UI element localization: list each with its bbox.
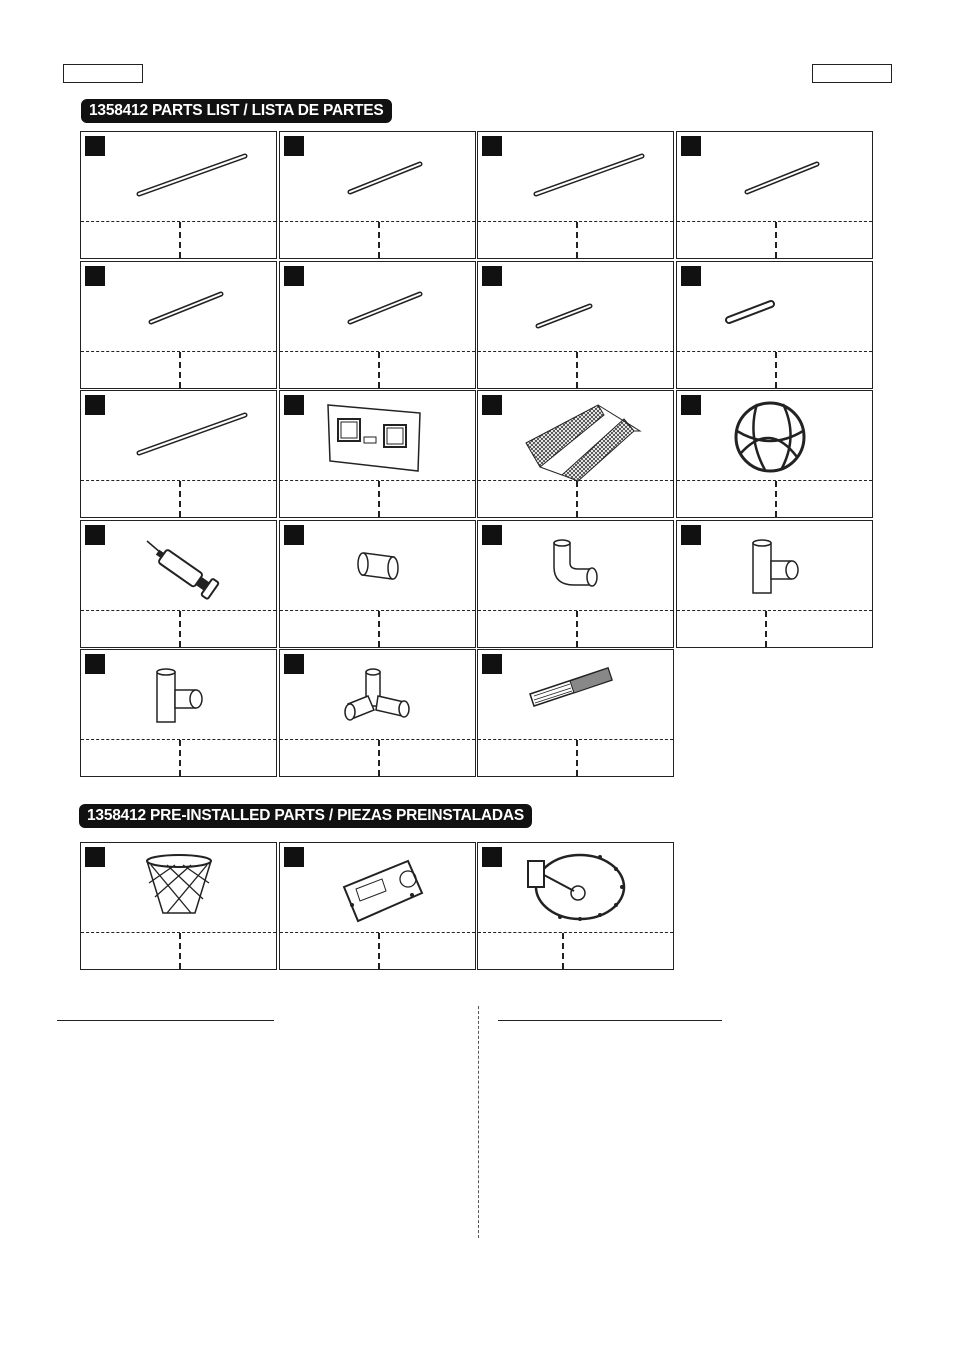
left-column-heading-rule: [57, 1020, 274, 1021]
part-cell: [80, 649, 277, 777]
part-info-row: [677, 351, 872, 388]
part-cell: [477, 390, 674, 518]
info-divider: [179, 740, 181, 776]
info-divider: [179, 611, 181, 647]
part-info-row: [677, 610, 872, 647]
part-cell: [676, 261, 873, 389]
velcro-strap-icon: [478, 650, 675, 742]
info-divider: [775, 352, 777, 388]
part-info-row: [81, 480, 276, 517]
info-divider: [179, 352, 181, 388]
part-cell: [80, 520, 277, 648]
info-divider: [378, 481, 380, 517]
part-info-row: [478, 739, 673, 776]
part-info-row: [280, 932, 475, 969]
info-divider: [765, 611, 767, 647]
info-divider: [576, 222, 578, 258]
medium-pole-icon: [81, 262, 278, 354]
part-cell: [279, 842, 476, 970]
part-info-row: [478, 480, 673, 517]
part-cell: [676, 520, 873, 648]
part-info-row: [478, 221, 673, 258]
info-divider: [378, 611, 380, 647]
part-cell: [80, 261, 277, 389]
part-info-row: [280, 480, 475, 517]
part-info-row: [478, 610, 673, 647]
part-cell: [477, 520, 674, 648]
part-info-row: [81, 221, 276, 258]
medium-pole-icon: [677, 132, 874, 224]
part-info-row: [478, 932, 673, 969]
info-divider: [576, 611, 578, 647]
preinstalled-parts-title: 1358412 PRE-INSTALLED PARTS / PIEZAS PREINSTALADAS: [79, 804, 532, 828]
parts-list-title: 1358412 PARTS LIST / LISTA DE PARTES: [81, 99, 392, 123]
part-info-row: [81, 351, 276, 388]
column-divider: [478, 1006, 479, 1238]
info-divider: [576, 481, 578, 517]
part-info-row: [280, 610, 475, 647]
info-divider: [378, 740, 380, 776]
info-divider: [775, 481, 777, 517]
part-cell: [80, 390, 277, 518]
part-info-row: [81, 932, 276, 969]
tiny-pole-icon: [677, 262, 874, 354]
part-cell: [477, 131, 674, 259]
info-divider: [576, 352, 578, 388]
part-cell: [676, 390, 873, 518]
ball-return-net-icon: [478, 391, 675, 483]
three-way-connector-icon: [280, 650, 477, 742]
tee-connector-icon: [677, 521, 874, 613]
backboard-panel-icon: [280, 391, 477, 483]
info-divider: [179, 933, 181, 969]
part-info-row: [81, 739, 276, 776]
basketball-icon: [677, 391, 874, 483]
info-divider: [378, 933, 380, 969]
part-cell: [279, 520, 476, 648]
part-info-row: [677, 480, 872, 517]
part-cell: [80, 842, 277, 970]
part-cell: [80, 131, 277, 259]
rim-assembly-icon: [478, 843, 675, 935]
part-cell: [477, 261, 674, 389]
part-info-row: [478, 351, 673, 388]
part-info-row: [81, 610, 276, 647]
hoop-net-icon: [81, 843, 278, 935]
part-info-row: [677, 221, 872, 258]
part-cell: [477, 842, 674, 970]
long-pole-icon: [478, 132, 675, 224]
right-column-heading-rule: [498, 1020, 722, 1021]
part-info-row: [280, 351, 475, 388]
part-cell: [279, 131, 476, 259]
part-info-row: [280, 739, 475, 776]
medium-pole-icon: [280, 262, 477, 354]
elbow-connector-icon: [478, 521, 675, 613]
long-pole-icon: [81, 132, 278, 224]
info-divider: [179, 481, 181, 517]
info-divider: [576, 740, 578, 776]
info-divider: [378, 222, 380, 258]
part-cell: [676, 131, 873, 259]
part-cell: [279, 390, 476, 518]
part-cell: [279, 261, 476, 389]
info-divider: [562, 933, 564, 969]
part-cell: [477, 649, 674, 777]
top-left-label-box: [63, 64, 143, 83]
air-pump-icon: [81, 521, 278, 613]
info-divider: [378, 352, 380, 388]
top-right-label-box: [812, 64, 892, 83]
info-divider: [179, 222, 181, 258]
medium-pole-icon: [280, 132, 477, 224]
electronic-scorer-icon: [280, 843, 477, 935]
info-divider: [775, 222, 777, 258]
part-info-row: [280, 221, 475, 258]
long-pole-icon: [81, 391, 278, 483]
part-cell: [279, 649, 476, 777]
tee-connector-icon: [81, 650, 278, 742]
short-pole-icon: [478, 262, 675, 354]
straight-connector-icon: [280, 521, 477, 613]
